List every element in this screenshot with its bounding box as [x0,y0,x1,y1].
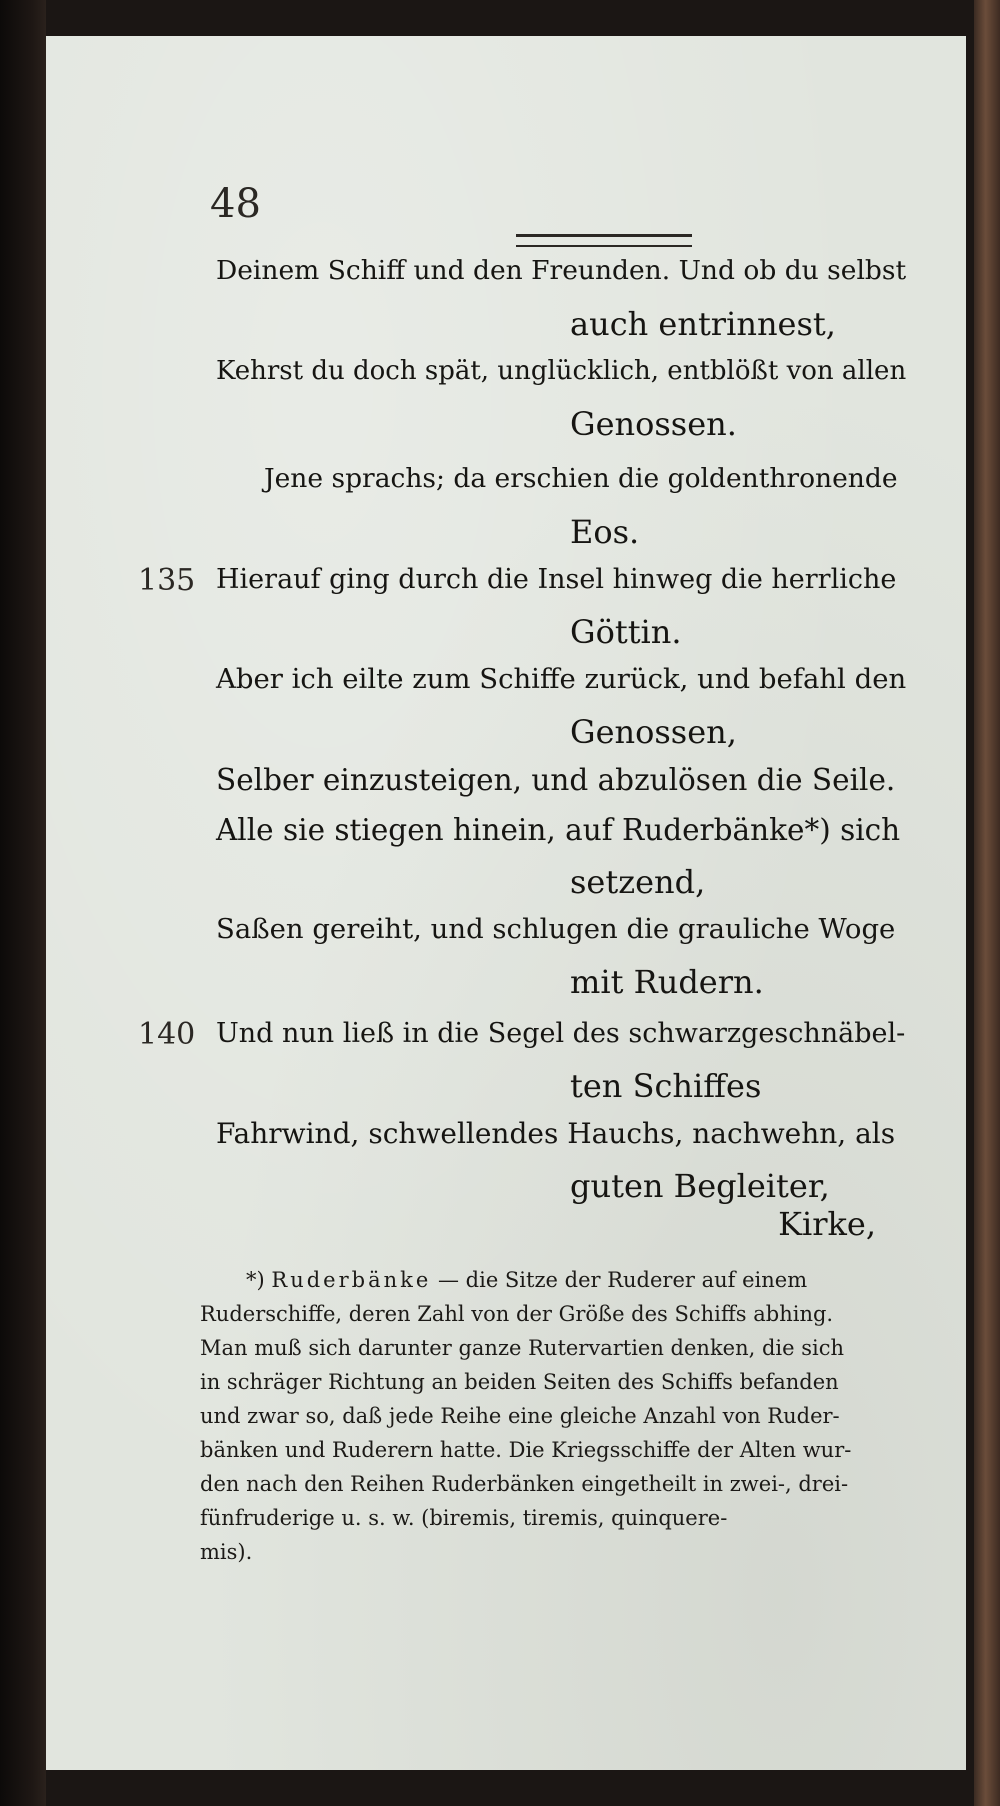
verse-line: Saßen gereiht, und schlugen die grauliche Woge [216,913,896,945]
footnote-line: bänken und Ruderern hatte. Die Kriegsschiffe der Alten wur- [200,1438,852,1462]
footnote-line: mis). [200,1540,253,1564]
footnote-line: Man muß sich darunter ganze Rutervartien denken, die sich [200,1336,845,1360]
header-ornament-rule [516,234,692,247]
footnote-line: den nach den Reihen Ruderbänken eingetheilt in zwei-, drei- [200,1472,849,1496]
footnote-line: in schräger Richtung an beiden Seiten des Schiffs befanden [200,1370,839,1394]
verse-line: setzend, [570,863,706,901]
verse-line: guten Begleiter, [570,1167,830,1205]
verse-number: 140 [138,1017,196,1052]
verse-line: ten Schiffes [570,1067,762,1105]
footnote-term: Ruderbänke [271,1268,432,1292]
page-number: 48 [210,181,261,227]
verse-line: Und nun ließ in die Segel des schwarzgeschnäbel- [216,1018,906,1049]
footnote-marker: *) [246,1268,265,1292]
book-cover-edge [974,0,1000,1806]
verse-line: Jene sprachs; da erschien die goldenthronende [264,463,898,494]
catchword: Kirke, [778,1205,876,1243]
verse-line: Fahrwind, schwellendes Hauchs, nachwehn, als [216,1117,896,1150]
verse-line: mit Rudern. [570,963,764,1001]
footnote-line: fünfruderige u. s. w. (biremis, tiremis, quinquere- [200,1506,728,1530]
book-spine-shadow [0,0,46,1806]
verse-line: Aber ich eilte zum Schiffe zurück, und befahl den [216,663,907,695]
verse-line: Göttin. [570,613,682,651]
footnote-line: Ruderschiffe, deren Zahl von der Größe des Schiffs abhing. [200,1302,834,1326]
verse-line: Alle sie stiegen hinein, auf Ruderbänke*) sich [216,813,901,847]
book-page [46,36,966,1770]
footnote-text: die Sitze der Ruderer auf einem [465,1268,808,1292]
verse-number: 135 [138,563,196,598]
verse-line: Hierauf ging durch die Insel hinweg die herrliche [216,564,897,595]
footnote-dash: — [437,1268,459,1292]
verse-line: Genossen, [570,713,737,751]
footnote-line [246,1270,902,1291]
verse-line: Deinem Schiff und den Freunden. Und ob du selbst [216,255,907,286]
verse-line: Selber einzusteigen, und abzulösen die Seile. [216,763,896,797]
footnote-line: und zwar so, daß jede Reihe eine gleiche Anzahl von Ruder- [200,1404,840,1428]
verse-line: Kehrst du doch spät, unglücklich, entblößt von allen [216,356,907,386]
verse-line: Eos. [570,513,640,551]
verse-line: Genossen. [570,405,737,443]
verse-line: auch entrinnest, [570,305,836,343]
